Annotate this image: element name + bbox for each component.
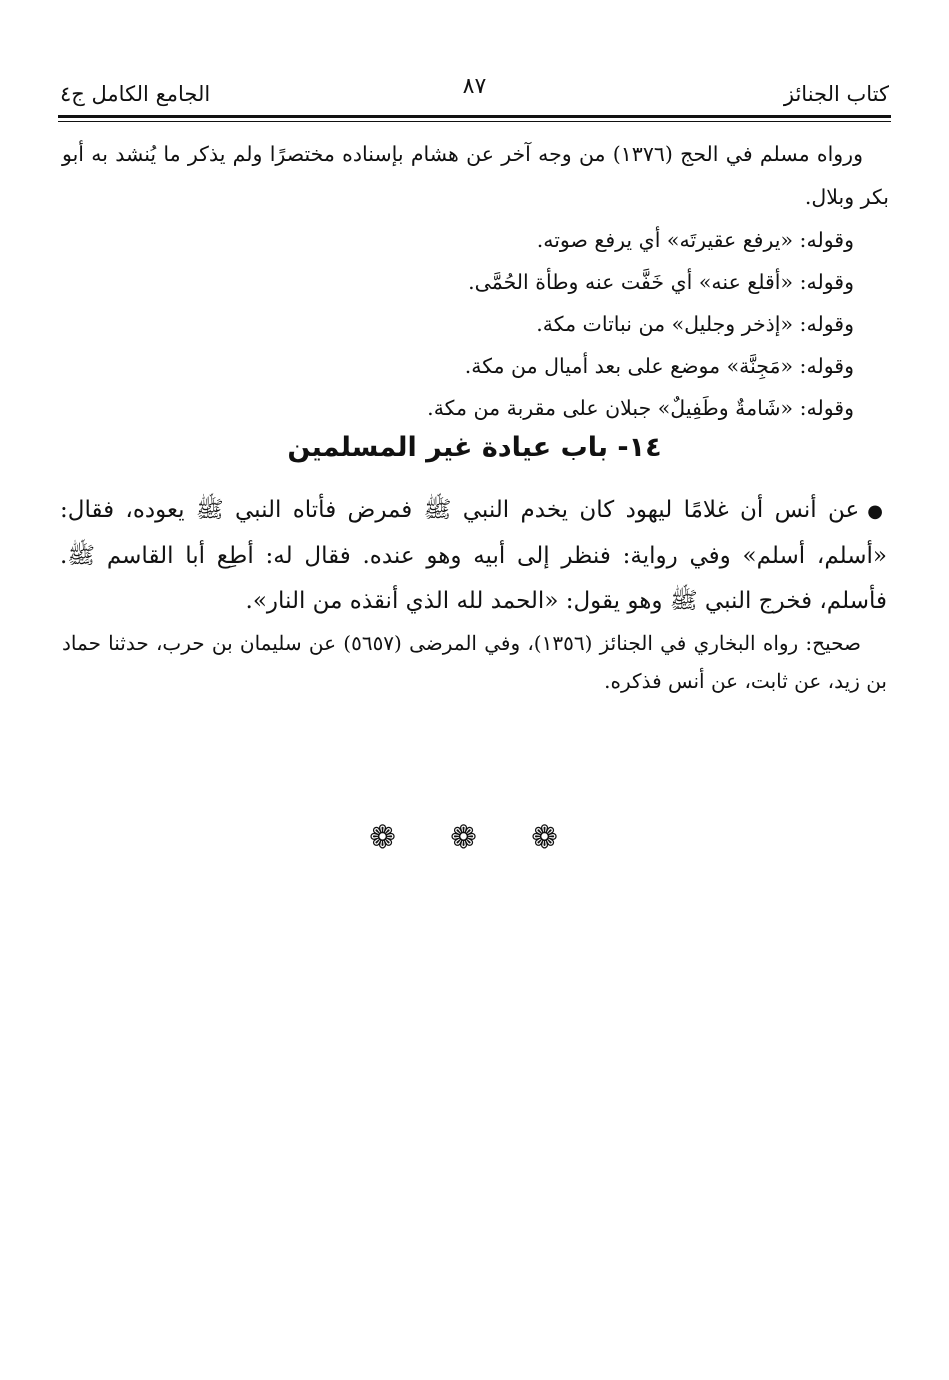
flower-ornament-icon: ❁ — [369, 818, 418, 856]
hadith-block — [60, 488, 887, 624]
flower-ornament-icon: ❁ — [531, 818, 580, 856]
note-item: وقوله: «يرفع عقيرتَه» أي يرفع صوته. — [536, 228, 854, 252]
intro-block — [62, 133, 889, 219]
bullet-icon: ● — [867, 501, 887, 522]
section-divider — [0, 818, 949, 856]
intro-paragraph: ورواه مسلم في الحج (١٣٧٦) من وجه آخر عن هشام بإسناده مختصرًا ولم يذكر ما يُنشد به أبو بكر وبلال. — [62, 142, 889, 209]
header-book-title: كتاب الجنائز — [783, 82, 889, 106]
note-item: وقوله: «إذخر وجليل» من نباتات مكة. — [536, 312, 854, 336]
running-header — [60, 66, 889, 106]
hadith-paragraph — [60, 488, 887, 624]
header-rule-thick — [58, 115, 891, 118]
flower-ornament-icon: ❁ — [450, 818, 499, 856]
note-item: وقوله: «مَجِنَّة» موضع على بعد أميال من مكة. — [464, 354, 854, 378]
source-block — [62, 624, 887, 700]
chapter-heading: ١٤- باب عيادة غير المسلمين — [287, 432, 662, 463]
note-item: وقوله: «أقلع عنه» أي خَفَّت عنه وطأة الحُمَّى. — [468, 270, 854, 294]
hadith-text: عن أنس أن غلامًا ليهود كان يخدم النبي ﷺ فمرض فأتاه النبي ﷺ يعوده، فقال: «أسلم، أسلم» وفي رواية: فنظر إلى أبيه وهو عنده. فقال له: أطِع أبا القاسم ﷺ. فأسلم، فخرج النبي ﷺ وهو يقول: «الحمد لله الذي أنقذه من النار». — [60, 497, 887, 614]
source-note: صحيح: رواه البخاري في الجنائز (١٣٥٦)، وفي المرضى (٥٦٥٧) عن سليمان بن حرب، حدثنا حماد بن زيد، عن ثابت، عن أنس فذكره. — [62, 631, 887, 693]
header-rule-thin — [58, 121, 891, 122]
note-item: وقوله: «شَامةٌ وطَفِيلٌ» جبلان على مقربة من مكة. — [427, 396, 854, 420]
page-number: ٨٧ — [462, 74, 487, 99]
glossary-notes — [427, 219, 854, 429]
header-volume-title: الجامع الكامل ج٤ — [60, 82, 211, 106]
